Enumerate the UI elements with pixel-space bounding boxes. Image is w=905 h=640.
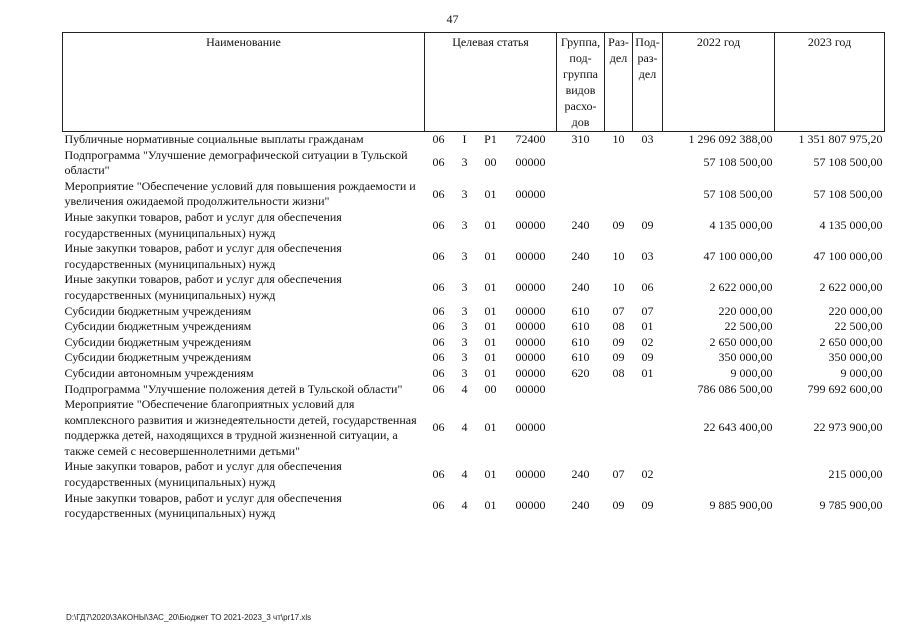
code-direction: 00000 <box>515 350 546 365</box>
code-direction: 72400 <box>515 132 546 146</box>
code-direction: 00000 <box>515 217 546 232</box>
row-name: Подпрограмма "Улучшение демографической ситуации в Тульской области" <box>64 147 408 178</box>
code-subprogram: 3 <box>461 365 468 380</box>
row-name: Иные закупки товаров, работ и услуг для обеспечения государственных (муниципальных) нужд <box>64 490 342 521</box>
subsection-code: 09 <box>641 498 654 513</box>
subsection-code: 07 <box>641 303 654 318</box>
table-row <box>63 132 885 148</box>
amount-2022: 220 000,00 <box>718 303 773 318</box>
code-event: 01 <box>484 498 497 513</box>
amount-2023: 4 135 000,00 <box>819 217 883 232</box>
code-event: 00 <box>484 381 497 396</box>
expense-group <box>557 397 605 459</box>
code-event: 01 <box>484 467 497 482</box>
expense-group: 240 <box>571 467 590 482</box>
code-subprogram: 3 <box>461 280 468 295</box>
code-direction: 00000 <box>515 467 546 482</box>
code-direction: 00000 <box>515 365 546 380</box>
code-subprogram: 3 <box>461 155 468 170</box>
table-row <box>63 272 885 303</box>
row-name: Иные закупки товаров, работ и услуг для обеспечения государственных (муниципальных) нужд <box>64 241 342 271</box>
amount-2022 <box>663 459 775 490</box>
expense-group <box>557 382 605 398</box>
row-name: Иные закупки товаров, работ и услуг для обеспечения государственных (муниципальных) нужд <box>64 459 342 490</box>
code-event: 01 <box>484 280 497 295</box>
table-row <box>63 491 885 522</box>
subsection-code <box>633 397 663 459</box>
table-body <box>63 132 885 522</box>
code-program: 06 <box>432 132 445 146</box>
subsection-code <box>633 179 663 210</box>
amount-2022: 57 108 500,00 <box>703 155 773 170</box>
code-program: 06 <box>432 420 445 435</box>
subsection-code: 02 <box>641 334 654 349</box>
subsection-code: 03 <box>641 132 654 146</box>
header-section: Раз-дел <box>605 33 633 132</box>
row-name: Мероприятие "Обеспечение благоприятных условий для комплексного развития и жизнедеятельности детей, государственная поддержка детей, находящихся в трудной жизненной ситуации, а также семей с несовершеннолетними детьми" <box>64 397 417 458</box>
code-subprogram: 3 <box>461 217 468 232</box>
amount-2023: 22 500,00 <box>834 319 883 334</box>
code-direction: 00000 <box>515 248 546 263</box>
row-name: Мероприятие "Обеспечение условий для повышения рождаемости и увеличения ожидаемой продолжительности жизни" <box>64 178 416 209</box>
code-program: 06 <box>432 155 445 170</box>
amount-2023: 57 108 500,00 <box>813 155 883 170</box>
section-code: 08 <box>612 365 625 380</box>
row-name: Субсидии бюджетным учреждениям <box>64 303 252 318</box>
amount-2023: 350 000,00 <box>828 350 883 365</box>
amount-2023: 9 000,00 <box>840 365 883 380</box>
code-subprogram: 3 <box>461 350 468 365</box>
table-row <box>63 241 885 272</box>
code-event: 01 <box>484 303 497 318</box>
code-direction: 00000 <box>515 155 546 170</box>
amount-2023: 1 351 807 975,20 <box>798 132 883 146</box>
amount-2022: 22 500,00 <box>724 319 773 334</box>
code-event: P1 <box>484 132 497 146</box>
code-event: 01 <box>484 365 497 380</box>
header-year-2022: 2022 год <box>663 33 775 132</box>
code-program: 06 <box>432 248 445 263</box>
table-row <box>63 319 885 335</box>
expense-group: 610 <box>571 303 590 318</box>
code-direction: 00000 <box>515 303 546 318</box>
code-event: 01 <box>484 319 497 334</box>
amount-2023: 2 622 000,00 <box>819 280 883 295</box>
expense-group: 240 <box>571 248 590 263</box>
amount-2023: 22 973 900,00 <box>813 420 883 435</box>
code-subprogram: 3 <box>461 303 468 318</box>
subsection-code <box>633 148 663 179</box>
amount-2023: 47 100 000,00 <box>813 248 883 263</box>
code-subprogram: 3 <box>461 186 468 201</box>
amount-2022: 2 622 000,00 <box>709 280 773 295</box>
amount-2022: 4 135 000,00 <box>709 217 773 232</box>
file-path-footer: D:\ГД7\2020\ЗАКОНЫ\ЗАС_20\Бюджет ТО 2021-2023_3 чт\pr17.xls <box>66 613 312 622</box>
amount-2023: 220 000,00 <box>828 303 883 318</box>
code-program: 06 <box>432 350 445 365</box>
section-code: 09 <box>612 350 625 365</box>
code-program: 06 <box>432 381 445 396</box>
amount-2022: 2 650 000,00 <box>709 334 773 349</box>
section-code: 09 <box>612 498 625 513</box>
subsection-code: 03 <box>641 248 654 263</box>
code-subprogram: 3 <box>461 334 468 349</box>
code-direction: 00000 <box>515 280 546 295</box>
header-year-2023: 2023 год <box>775 33 885 132</box>
amount-2023: 799 692 600,00 <box>807 381 883 396</box>
code-program: 06 <box>432 186 445 201</box>
subsection-code <box>633 382 663 398</box>
code-program: 06 <box>432 467 445 482</box>
code-subprogram: I <box>462 132 467 146</box>
expense-group: 610 <box>571 319 590 334</box>
expense-group: 620 <box>571 365 590 380</box>
row-name: Субсидии бюджетным учреждениям <box>64 334 252 349</box>
table-row <box>63 304 885 320</box>
table-row <box>63 179 885 210</box>
subsection-code: 01 <box>641 319 654 334</box>
amount-2022: 9 885 900,00 <box>709 498 773 513</box>
code-program: 06 <box>432 319 445 334</box>
header-name: Наименование <box>63 33 425 132</box>
code-program: 06 <box>432 334 445 349</box>
table-row <box>63 366 885 382</box>
header-target-article: Целевая статья <box>425 33 557 132</box>
amount-2022: 57 108 500,00 <box>703 186 773 201</box>
section-code <box>605 148 633 179</box>
section-code: 08 <box>612 319 625 334</box>
amount-2022: 22 643 400,00 <box>703 420 773 435</box>
expense-group: 240 <box>571 280 590 295</box>
code-event: 00 <box>484 155 497 170</box>
subsection-code: 02 <box>641 467 654 482</box>
table-row <box>63 350 885 366</box>
table-row <box>63 382 885 398</box>
table-row <box>63 210 885 241</box>
amount-2023: 57 108 500,00 <box>813 186 883 201</box>
section-code: 10 <box>612 248 625 263</box>
page-number: 47 <box>446 12 459 26</box>
code-subprogram: 4 <box>461 498 468 513</box>
code-direction: 00000 <box>515 319 546 334</box>
budget-table <box>62 32 885 522</box>
code-subprogram: 4 <box>461 467 468 482</box>
code-subprogram: 4 <box>461 420 468 435</box>
amount-2023: 9 785 900,00 <box>819 498 883 513</box>
table-row <box>63 397 885 459</box>
subsection-code: 09 <box>641 217 654 232</box>
section-code <box>605 397 633 459</box>
section-code: 09 <box>612 334 625 349</box>
row-name: Иные закупки товаров, работ и услуг для обеспечения государственных (муниципальных) нужд <box>64 272 342 302</box>
subsection-code: 09 <box>641 350 654 365</box>
code-event: 01 <box>484 217 497 232</box>
expense-group: 310 <box>571 132 590 146</box>
expense-group: 610 <box>571 350 590 365</box>
code-subprogram: 4 <box>461 381 468 396</box>
section-code: 10 <box>612 132 625 146</box>
table-row <box>63 335 885 351</box>
code-event: 01 <box>484 334 497 349</box>
amount-2022: 350 000,00 <box>718 350 773 365</box>
amount-2022: 786 086 500,00 <box>697 381 773 396</box>
subsection-code: 01 <box>641 365 654 380</box>
row-name: Субсидии бюджетным учреждениям <box>64 319 252 334</box>
code-subprogram: 3 <box>461 248 468 263</box>
code-direction: 00000 <box>515 381 546 396</box>
code-event: 01 <box>484 420 497 435</box>
amount-2023: 215 000,00 <box>828 467 883 482</box>
row-name: Подпрограмма "Улучшение положения детей в Тульской области" <box>64 381 403 396</box>
row-name: Иные закупки товаров, работ и услуг для обеспечения государственных (муниципальных) нужд <box>64 209 342 240</box>
code-direction: 00000 <box>515 420 546 435</box>
expense-group: 240 <box>571 498 590 513</box>
code-direction: 00000 <box>515 498 546 513</box>
code-direction: 00000 <box>515 186 546 201</box>
expense-group <box>557 179 605 210</box>
code-event: 01 <box>484 248 497 263</box>
code-subprogram: 3 <box>461 319 468 334</box>
section-code <box>605 382 633 398</box>
subsection-code: 06 <box>641 280 654 295</box>
code-event: 01 <box>484 350 497 365</box>
header-group: Группа, под-группа видов расхо-дов <box>557 33 605 132</box>
table-row <box>63 148 885 179</box>
code-program: 06 <box>432 365 445 380</box>
amount-2023: 2 650 000,00 <box>819 334 883 349</box>
header-subsection: Под-раз-дел <box>633 33 663 132</box>
code-event: 01 <box>484 186 497 201</box>
row-name: Субсидии бюджетным учреждениям <box>64 350 252 365</box>
section-code: 10 <box>612 280 625 295</box>
expense-group: 610 <box>571 334 590 349</box>
code-direction: 00000 <box>515 334 546 349</box>
code-program: 06 <box>432 498 445 513</box>
section-code <box>605 179 633 210</box>
row-name: Субсидии автономным учреждениям <box>64 365 254 380</box>
amount-2022: 47 100 000,00 <box>703 248 773 263</box>
row-name: Публичные нормативные социальные выплаты гражданам <box>64 132 364 146</box>
section-code: 07 <box>612 467 625 482</box>
section-code: 07 <box>612 303 625 318</box>
expense-group <box>557 148 605 179</box>
code-program: 06 <box>432 217 445 232</box>
header-row <box>63 33 885 132</box>
code-program: 06 <box>432 280 445 295</box>
code-program: 06 <box>432 303 445 318</box>
amount-2022: 9 000,00 <box>730 365 773 380</box>
amount-2022: 1 296 092 388,00 <box>688 132 773 146</box>
expense-group: 240 <box>571 217 590 232</box>
section-code: 09 <box>612 217 625 232</box>
table-row <box>63 459 885 490</box>
